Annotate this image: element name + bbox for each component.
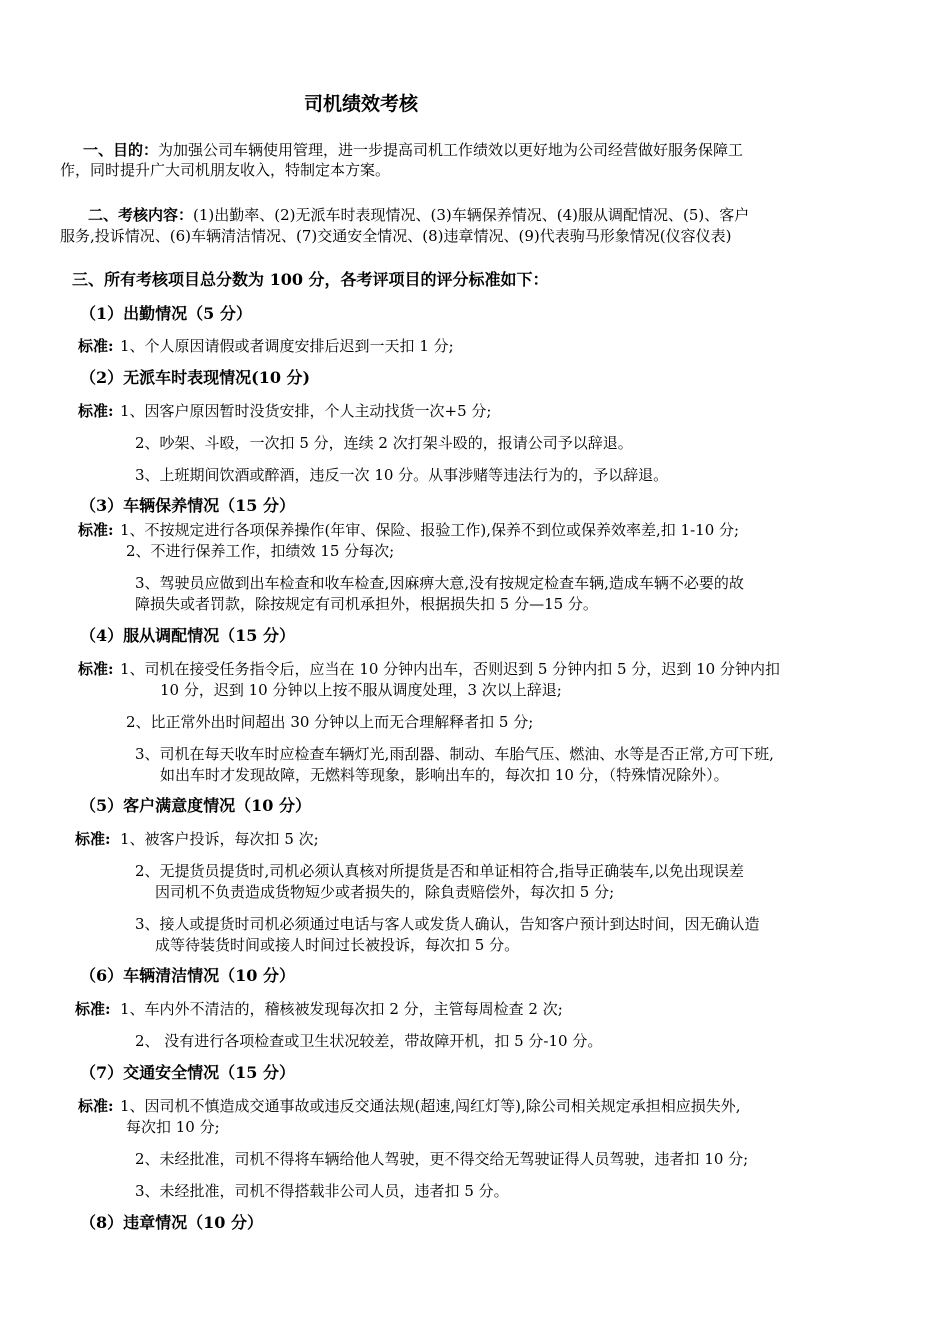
standard-label-4: 标准: [78, 660, 114, 678]
standard-label-2: 标准: [78, 402, 114, 420]
section-heading-2: （2）无派车时表现情况(10 分) [80, 368, 311, 387]
content-line-1 [88, 205, 749, 225]
section-3-line-4: 障损失或者罚款，除按规定有司机承担外，根据损失扣 5 分—15 分。 [135, 595, 598, 613]
section-1-line-1: 1、个人原因请假或者调度安排后迟到一天扣 1 分; [120, 337, 454, 355]
section-3-line-1: 1、不按规定进行各项保养操作(年审、保险、报验工作),保养不到位或保养效率差,扣 1-10 分; [120, 521, 740, 539]
content-text-1: (1)出勤率、(2)无派车时表现情况、(3)车辆保养情况、(4)服从调配情况、(5)、客户 [193, 206, 750, 224]
section-heading-1: （1）出勤情况（5 分） [80, 304, 252, 323]
standard-label-7: 标准: [78, 1097, 114, 1115]
section-2-line-3: 3、上班期间饮酒或醉酒，违反一次 10 分。从事涉赌等违法行为的，予以辞退。 [135, 466, 669, 484]
section-7-line-3: 2、未经批准，司机不得将车辆给他人驾驶，更不得交给无驾驶证得人员驾驶，违者扣 10 分; [135, 1150, 749, 1168]
section-7-line-4: 3、未经批准，司机不得搭载非公司人员，违者扣 5 分。 [135, 1182, 509, 1200]
standard-label-1: 标准: [78, 337, 114, 355]
purpose-line-2: 作，同时提升广大司机朋友收入，特制定本方案。 [60, 161, 391, 179]
content-line-2: 服务,投诉情况、(6)车辆清洁情况、(7)交通安全情况、(8)违章情况、(9)代表驹马形象情况(仪容仪表) [60, 227, 732, 245]
section-4-line-2: 10 分，迟到 10 分钟以上按不服从调度处理，3 次以上辞退; [160, 681, 562, 699]
content-label: 二、考核内容： [88, 206, 194, 224]
section-3-line-2: 2、不进行保养工作，扣绩效 15 分每次; [126, 542, 395, 560]
section-6-line-1: 1、车内外不清洁的，稽核被发现每次扣 2 分，主管每周检查 2 次; [120, 1000, 563, 1018]
purpose-label: 一、目的： [83, 141, 159, 159]
section-6-line-2: 2、 没有进行各项检查或卫生状况较差，带故障开机，扣 5 分-10 分。 [135, 1032, 603, 1050]
standard-label-6: 标准: [75, 1000, 111, 1018]
section-2-line-1: 1、因客户原因暂时没货安排，个人主动找货一次+5 分; [120, 402, 492, 420]
section-4-line-1: 1、司机在接受任务指令后，应当在 10 分钟内出车，否则迟到 5 分钟内扣 5 分，迟到 10 分钟内扣 [120, 660, 780, 678]
section-4-line-4: 3、司机在每天收车时应检查车辆灯光,雨刮器、制动、车胎气压、燃油、水等是否正常,方可下班, [135, 745, 774, 763]
purpose-line-1 [83, 140, 743, 160]
section-heading-6: （6）车辆清洁情况（10 分） [80, 966, 295, 985]
section-5-line-2: 2、无提货员提货时,司机必须认真核对所提货是否和单证相符合,指导正确装车,以免出现误差 [135, 862, 744, 880]
section-heading-4: （4）服从调配情况（15 分） [80, 626, 295, 645]
section-heading-7: （7）交通安全情况（15 分） [80, 1063, 295, 1082]
section-heading-5: （5）客户满意度情况（10 分） [80, 796, 311, 815]
standard-label-5: 标准: [75, 830, 111, 848]
section-5-line-4: 3、接人或提货时司机必须通过电话与客人或发货人确认，告知客户预计到达时间，因无确认造 [135, 915, 760, 933]
section-5-line-5: 成等待装货时间或接人时间过长被投诉，每次扣 5 分。 [155, 936, 520, 954]
document-title: 司机绩效考核 [304, 93, 419, 115]
section-2-line-2: 2、吵架、斗殴，一次扣 5 分，连续 2 次打架斗殴的，报请公司予以辞退。 [135, 434, 633, 452]
section-5-line-3: 因司机不负责造成货物短少或者损失的，除負责赔偿外，每次扣 5 分; [155, 883, 615, 901]
section-7-line-2: 每次扣 10 分; [126, 1118, 220, 1136]
section-5-line-1: 1、被客户投诉，每次扣 5 次; [120, 830, 319, 848]
scoring-intro: 三、所有考核项目总分数为 100 分，各考评项目的评分标准如下： [72, 270, 549, 289]
standard-label-3: 标准: [78, 521, 114, 539]
section-7-line-1: 1、因司机不慎造成交通事故或违反交通法规(超速,闯红灯等),除公司相关规定承担相应损失外, [120, 1097, 741, 1115]
section-4-line-3: 2、比正常外出时间超出 30 分钟以上而无合理解释者扣 5 分; [126, 713, 534, 731]
section-3-line-3: 3、驾驶员应做到出车检查和收车检查,因麻痹大意,没有按规定检查车辆,造成车辆不必要的故 [135, 574, 744, 592]
section-heading-8: （8）违章情况（10 分） [80, 1213, 263, 1232]
section-heading-3: （3）车辆保养情况（15 分） [80, 496, 295, 515]
section-4-line-5: 如出车时才发现故障，无燃料等现象，影响出车的，每次扣 10 分，（特殊情况除外）。 [160, 766, 729, 784]
purpose-text-1: 为加强公司车辆使用管理，进一步提高司机工作绩效以更好地为公司经营做好服务保障工 [158, 141, 744, 159]
